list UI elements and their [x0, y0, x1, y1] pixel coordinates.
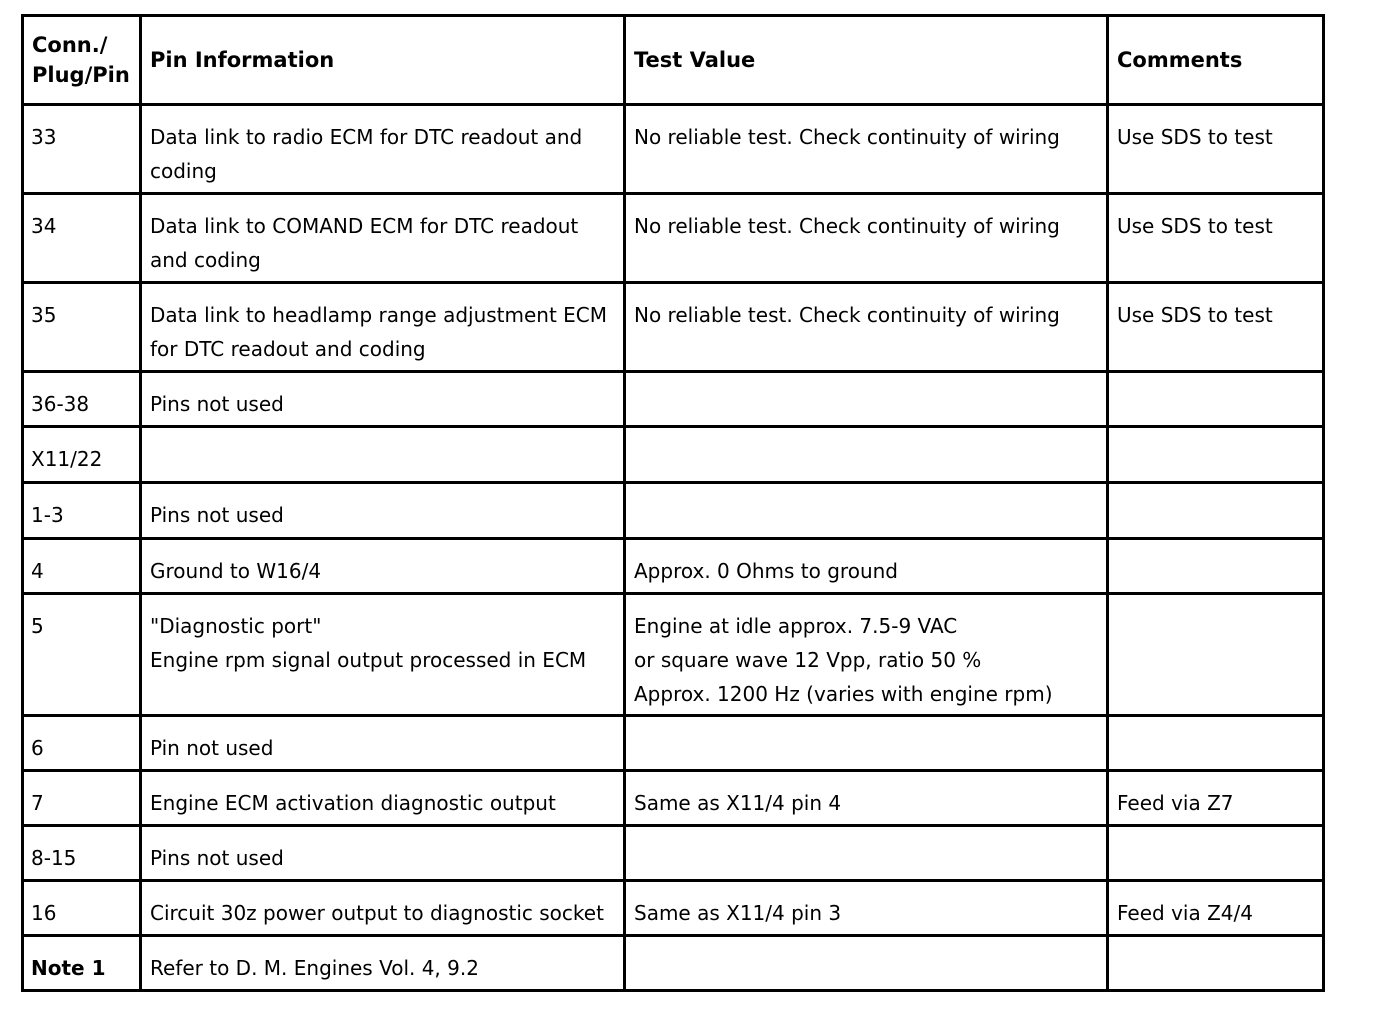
table-row	[23, 283, 1324, 372]
pin-cell: 33	[23, 105, 141, 194]
table-row	[23, 594, 1324, 716]
table-row	[23, 194, 1324, 283]
pin-cell: X11/22	[23, 427, 141, 483]
test-value-cell: Same as X11/4 pin 4	[625, 771, 1108, 826]
comments-cell: Use SDS to test	[1108, 194, 1324, 283]
pin-cell: 5	[23, 594, 141, 716]
test-value-cell	[625, 427, 1108, 483]
test-value-cell: Same as X11/4 pin 3	[625, 881, 1108, 936]
test-value-cell	[625, 483, 1108, 539]
pin-cell: 6	[23, 716, 141, 771]
comments-cell	[1108, 539, 1324, 594]
pin-cell: Note 1	[23, 936, 141, 991]
table-row	[23, 427, 1324, 483]
test-value-cell	[625, 716, 1108, 771]
comments-cell: Feed via Z7	[1108, 771, 1324, 826]
test-value-cell	[625, 936, 1108, 991]
pin-info-cell: Data link to headlamp range adjustment ECM for DTC readout and coding	[141, 283, 625, 372]
header-conn-plug-pin: Conn./ Plug/Pin	[23, 16, 141, 105]
table-row	[23, 716, 1324, 771]
pin-info-cell: Pins not used	[141, 483, 625, 539]
test-value-cell: Approx. 0 Ohms to ground	[625, 539, 1108, 594]
pin-info-cell	[141, 427, 625, 483]
comments-cell	[1108, 826, 1324, 881]
comments-cell	[1108, 427, 1324, 483]
pin-cell: 8-15	[23, 826, 141, 881]
pin-cell: 35	[23, 283, 141, 372]
comments-cell: Feed via Z4/4	[1108, 881, 1324, 936]
comments-cell	[1108, 372, 1324, 427]
pin-information-table	[21, 14, 1325, 992]
header-pin-information: Pin Information	[141, 16, 625, 105]
pin-cell: 4	[23, 539, 141, 594]
pin-cell: 36-38	[23, 372, 141, 427]
table-row	[23, 936, 1324, 991]
table-row	[23, 771, 1324, 826]
pin-info-cell: Refer to D. M. Engines Vol. 4, 9.2	[141, 936, 625, 991]
comments-cell	[1108, 594, 1324, 716]
test-value-cell: No reliable test. Check continuity of wiring	[625, 194, 1108, 283]
comments-cell	[1108, 716, 1324, 771]
pin-info-cell: Pins not used	[141, 372, 625, 427]
comments-cell: Use SDS to test	[1108, 105, 1324, 194]
header-test-value: Test Value	[625, 16, 1108, 105]
pin-info-cell: Data link to COMAND ECM for DTC readout and coding	[141, 194, 625, 283]
pin-info-cell: Circuit 30z power output to diagnostic socket	[141, 881, 625, 936]
table-row	[23, 372, 1324, 427]
header-comments: Comments	[1108, 16, 1324, 105]
pin-info-cell: Data link to radio ECM for DTC readout and coding	[141, 105, 625, 194]
comments-cell	[1108, 936, 1324, 991]
comments-cell: Use SDS to test	[1108, 283, 1324, 372]
table-row	[23, 105, 1324, 194]
test-value-cell	[625, 826, 1108, 881]
test-value-cell: Engine at idle approx. 7.5-9 VAC or square wave 12 Vpp, ratio 50 % Approx. 1200 Hz (varies with engine rpm)	[625, 594, 1108, 716]
pin-cell: 34	[23, 194, 141, 283]
pin-info-cell: Pins not used	[141, 826, 625, 881]
pin-cell: 7	[23, 771, 141, 826]
pin-info-cell: "Diagnostic port" Engine rpm signal output processed in ECM	[141, 594, 625, 716]
pin-info-cell: Ground to W16/4	[141, 539, 625, 594]
pin-info-cell: Engine ECM activation diagnostic output	[141, 771, 625, 826]
table-row	[23, 881, 1324, 936]
table-row	[23, 483, 1324, 539]
comments-cell	[1108, 483, 1324, 539]
pin-info-cell: Pin not used	[141, 716, 625, 771]
test-value-cell: No reliable test. Check continuity of wiring	[625, 283, 1108, 372]
pin-cell: 1-3	[23, 483, 141, 539]
test-value-cell	[625, 372, 1108, 427]
table-row	[23, 826, 1324, 881]
table-row	[23, 539, 1324, 594]
test-value-cell: No reliable test. Check continuity of wiring	[625, 105, 1108, 194]
pin-cell: 16	[23, 881, 141, 936]
header-row	[23, 16, 1324, 105]
